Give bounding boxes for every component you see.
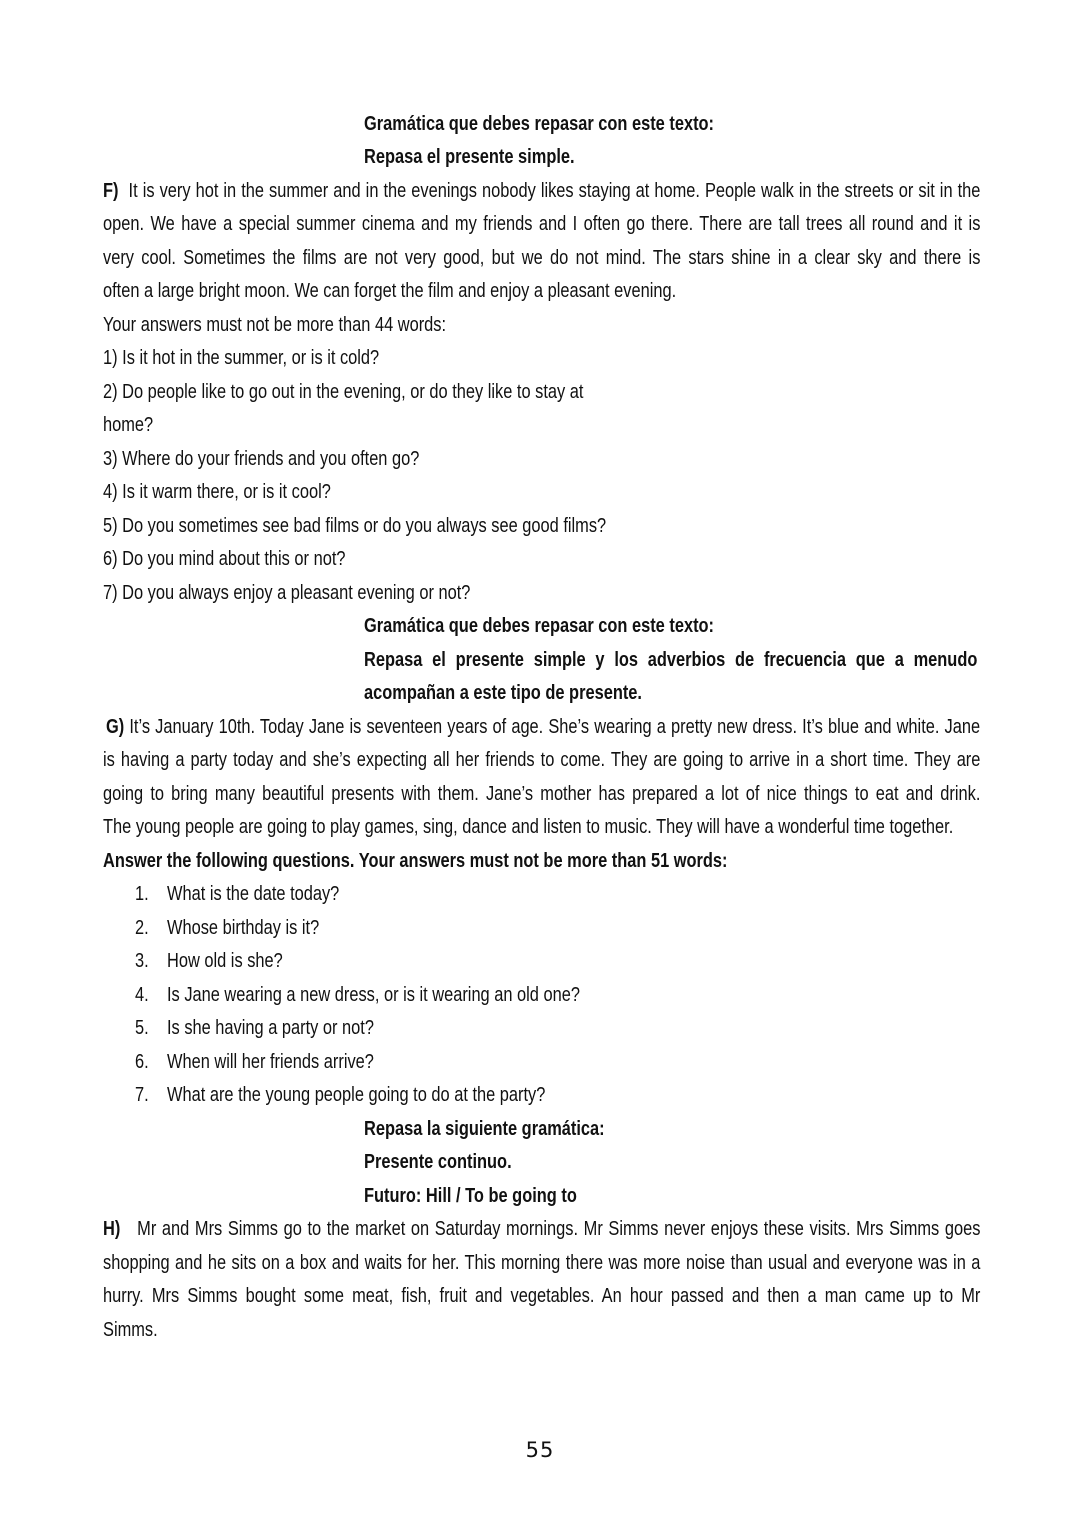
question-f-7: 7) Do you always enjoy a pleasant evening or not? (103, 582, 471, 604)
paragraph-h-line-2: shopping and he sits on a box and waits for her. This morning there was more noise than usual and everyone was in a (103, 1252, 981, 1274)
question-g-4-number: 4. (135, 984, 149, 1006)
paragraph-f-line-4: often a large bright moon. We can forget the film and enjoy a pleasant evening. (103, 280, 677, 302)
paragraph-g-line-4: The young people are going to play games, sing, dance and listen to music. They will have a wonderful time together. (103, 816, 954, 838)
question-f-4: 4) Is it warm there, or is it cool? (103, 481, 331, 503)
question-g-2: Whose birthday is it? (167, 917, 320, 939)
grammar-review-item-1: Presente continuo. (364, 1151, 512, 1173)
grammar-note-f: Repasa el presente simple. (364, 146, 575, 168)
question-g-6: When will her friends arrive? (167, 1051, 374, 1073)
instruction-g: Answer the following questions. Your answers must not be more than 51 words: (103, 850, 728, 872)
grammar-note-g-line-2: acompañan a este tipo de presente. (364, 682, 642, 704)
question-g-7-number: 7. (135, 1084, 149, 1106)
grammar-review-item-2: Futuro: Hill / To be going to (364, 1185, 577, 1207)
paragraph-f-line-3: very cool. Sometimes the films are not very good, but we do not mind. The stars shine in a clear sky and there is (103, 247, 981, 269)
grammar-note-g-line-1: Repasa el presente simple y los adverbios de frecuencia que a menudo (364, 649, 978, 671)
paragraph-h-line-3: hurry. Mrs Simms bought some meat, fish, fruit and vegetables. An hour passed and then a man came up to Mr (103, 1285, 981, 1307)
question-f-6: 6) Do you mind about this or not? (103, 548, 346, 570)
question-f-1: 1) Is it hot in the summer, or is it cold? (103, 347, 380, 369)
question-f-2: 2) Do people like to go out in the evening, or do they like to stay at (103, 381, 584, 403)
question-g-4: Is Jane wearing a new dress, or is it wearing an old one? (167, 984, 580, 1006)
paragraph-g-line-2: is having a party today and she’s expecting all her friends to come. They are going to arrive in a short time. They are (103, 749, 981, 771)
section-label-g: G) (106, 716, 125, 738)
paragraph-f-line-1: F) It is very hot in the summer and in the evenings nobody likes staying at home. People walk in the streets or sit in the (103, 180, 981, 202)
instruction-f: Your answers must not be more than 44 words: (103, 314, 447, 336)
question-g-6-number: 6. (135, 1051, 149, 1073)
question-g-5-number: 5. (135, 1017, 149, 1039)
paragraph-g-line-3: going to bring many beautiful presents with them. Jane’s mother has prepared a lot of nice things to eat and drink. (103, 783, 981, 805)
paragraph-h-line-4: Simms. (103, 1319, 158, 1341)
paragraph-f-line-2: open. We have a special summer cinema and my friends and I often go there. There are tall trees all round and it is (103, 213, 981, 235)
question-f-2-cont: home? (103, 414, 154, 436)
paragraph-h-line-1: H) Mr and Mrs Simms go to the market on Saturday mornings. Mr Simms never enjoys these visits. Mrs Simms goes (103, 1218, 981, 1240)
grammar-heading-f: Gramática que debes repasar con este texto: (364, 113, 715, 135)
question-g-1-number: 1. (135, 883, 149, 905)
section-label-h: H) (103, 1218, 121, 1240)
question-g-1: What is the date today? (167, 883, 340, 905)
section-label-f: F) (103, 180, 119, 202)
question-f-5: 5) Do you sometimes see bad films or do you always see good films? (103, 515, 607, 537)
question-g-2-number: 2. (135, 917, 149, 939)
page-number: 55 (525, 1438, 555, 1462)
question-f-3: 3) Where do your friends and you often go? (103, 448, 420, 470)
question-g-3-number: 3. (135, 950, 149, 972)
paragraph-g-line-1: G) It’s January 10th. Today Jane is seventeen years of age. She’s wearing a pretty new dress. It’s blue and white. Jane (106, 716, 981, 738)
question-g-7: What are the young people going to do at the party? (167, 1084, 546, 1106)
question-g-3: How old is she? (167, 950, 283, 972)
grammar-review-heading: Repasa la siguiente gramática: (364, 1118, 605, 1140)
grammar-heading-g: Gramática que debes repasar con este texto: (364, 615, 715, 637)
question-g-5: Is she having a party or not? (167, 1017, 374, 1039)
